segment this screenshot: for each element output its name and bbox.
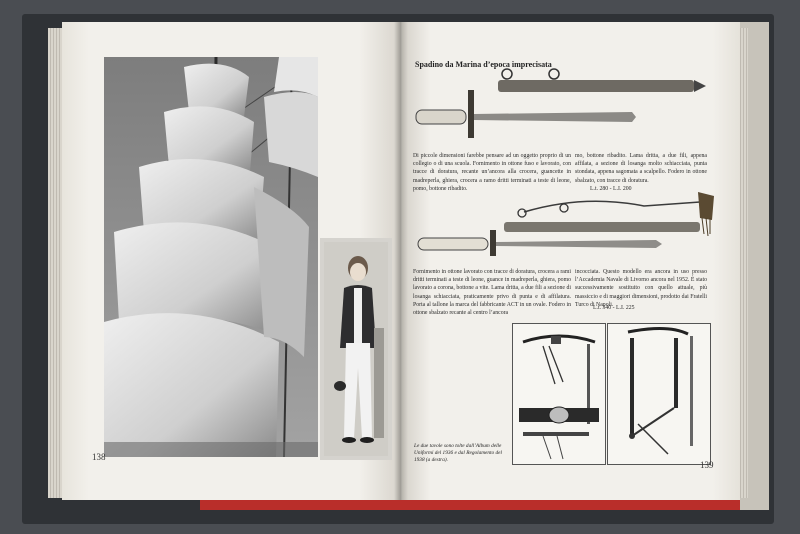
- section2-price: L.t. 340 - L.I. 225: [593, 305, 635, 311]
- section2-text-col2: incocciata. Questo modello era ancora in uso presso l’Accademia Navale di Livorno ancora nel 1952. È stato successivamente sostituito con quello attuale, più massiccio e di maggiori dimensioni, prodotto dai Fratelli Turco di Napoli.: [575, 269, 707, 308]
- belt-and-dagger-drawing: [513, 324, 605, 464]
- section1-text-col1: Di piccole dimensioni farebbe pensare ad un oggetto proprio di un collegio o di una scuola. Fornimento in ottone fuso e lavorato, con tracce di doratura, recante un’ancora alla crocera, guancette in madreperla, ghiera, crocera a ramo dritti terminati a teste di leone, pomo, bottone ribadito.: [413, 153, 571, 192]
- page-number-left: 138: [92, 452, 106, 462]
- sword-illustration-1: [414, 66, 714, 146]
- section1-text-col2: mo, bottone ribadito. Lama dritta, a due fili, appena affilata, a sezione di losanga molto schiacciata, punta stondata, appena sagomata a scalpello. Fodero in ottone sbalzato, con tracce di doratura.: [575, 153, 707, 184]
- sailing-ship-photo: [104, 57, 318, 457]
- book-cover-red-edge: [200, 500, 740, 510]
- uniform-plate-1938: [607, 323, 711, 465]
- uniform-plate-1936: [512, 323, 606, 465]
- cadet-portrait-photo: [320, 238, 392, 460]
- cadet-figure-illustration: [320, 238, 392, 460]
- section-title: Spadino da Marina d’epoca imprecisata: [415, 60, 552, 69]
- plates-caption: Le due tavole sono tolte dall’Album delle Uniformi del 1936 e dal Regolamento del 1938 (a destra).: [414, 443, 502, 463]
- section2-text-col1: Fornimento in ottone lavorato con tracce di doratura, crocera a rami dritti terminati a teste di leone, guance in madreperla, ghiera, pomo lavorato a corona, bottone a vite. Lama dritta, a due fili a sezione di losanga schiacciata, praticamente privo di punta e di affilatura. Porta al tallone la marca del fabbricante ACT in un ovale. Fodero in ottone sbalzato recante al centro l’ancora: [413, 269, 571, 317]
- sailing-ship-illustration: [104, 57, 318, 457]
- page-number-right: 139: [700, 460, 714, 470]
- section1-price: L.t. 280 - L.I. 200: [590, 186, 632, 192]
- book-gutter: [394, 22, 408, 500]
- sword-illustration-2: [414, 190, 724, 270]
- belt-hangers-drawing: [608, 324, 710, 464]
